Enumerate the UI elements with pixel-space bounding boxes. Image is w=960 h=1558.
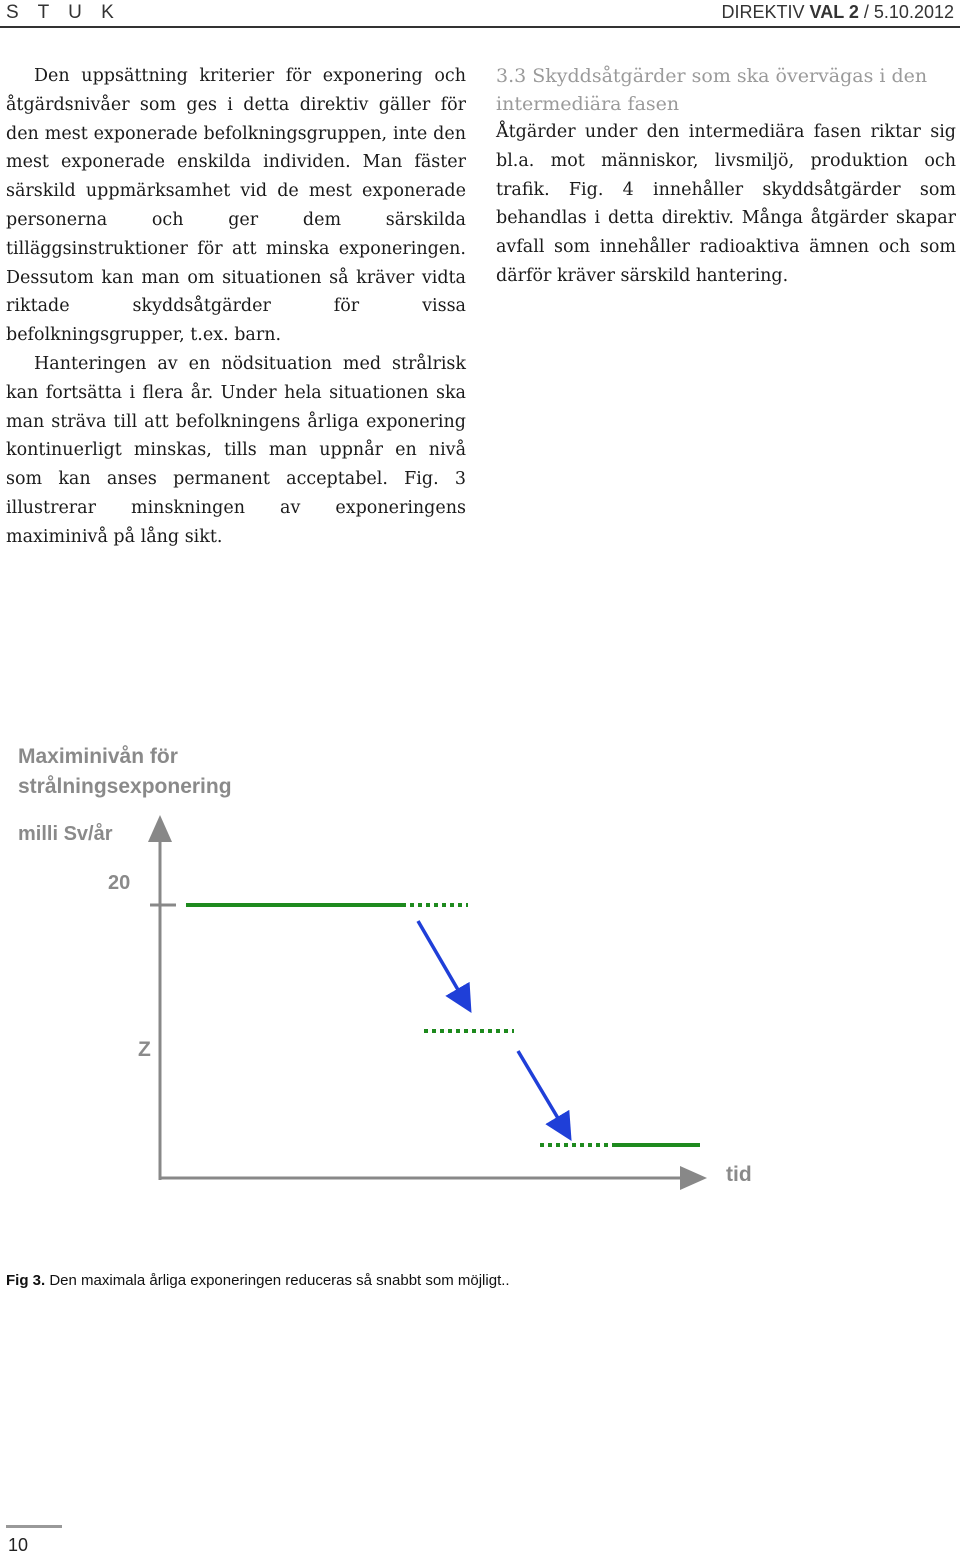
page-header (0, 0, 960, 28)
figure-title-line-1: Maximinivån för (18, 745, 178, 768)
left-text-column (6, 62, 466, 552)
figure-graphic (0, 735, 960, 1255)
document-reference: DIREKTIV VAL 2 / 5.10.2012 (721, 2, 954, 22)
y-axis-unit: milli Sv/år (18, 823, 113, 845)
exposure-figure (0, 735, 960, 1255)
footer-rule (6, 1525, 62, 1528)
figure-caption: Fig 3. Den maximala årliga exponeringen reduceras så snabbt som möjligt.. (6, 1272, 510, 1289)
reduction-arrow-1 (418, 921, 468, 1007)
page-number: 10 (8, 1535, 29, 1555)
body-paragraph: Hanteringen av en nödsituation med strålrisk kan fortsätta i flera år. Under hela situationen ska man sträva till att befolkningens årliga exponering kontinuerligt minskas, tills man uppnår en nivå som kan anses permanent acceptabel. Fig. 3 illustrerar minskningen av exponeringens maximinivå på lång sikt. (6, 353, 466, 547)
reduction-arrow-2 (518, 1051, 568, 1135)
body-paragraph: Åtgärder under den intermediära fasen riktar sig bl.a. mot människor, livsmiljö, produktion och trafik. Fig. 4 innehåller skyddsåtgärder som behandlas i detta direktiv. Många åtgärder skapar avfall som innehåller radioaktiva ämnen och som därför kräver särskild hantering. (496, 122, 956, 286)
publisher-name: S T U K (6, 2, 121, 23)
right-text-column (496, 62, 956, 291)
x-axis-label: tid (726, 1163, 752, 1186)
y-tick-z: Z (138, 1038, 151, 1061)
figure-title-line-2: strålningsexponering (18, 775, 232, 798)
body-paragraph: Den uppsättning kriterier för exponering och åtgärdsnivåer som ges i detta direktiv gäller för den mest exponerade befolkningsgruppen, inte den mest exponerade enskilda individen. Man fäster särskild uppmärksamhet vid de mest exponerade personerna och ger dem särskilda tilläggsinstruktioner för att minska exponeringen. Dessutom kan man om situationen så kräver vidta riktade skyddsåtgärder för vissa befolkningsgrupper, t.ex. barn. (6, 66, 466, 346)
y-tick-20: 20 (108, 872, 131, 894)
section-heading: 3.3 Skyddsåtgärder som ska övervägas i den intermediära fasen (496, 65, 928, 115)
